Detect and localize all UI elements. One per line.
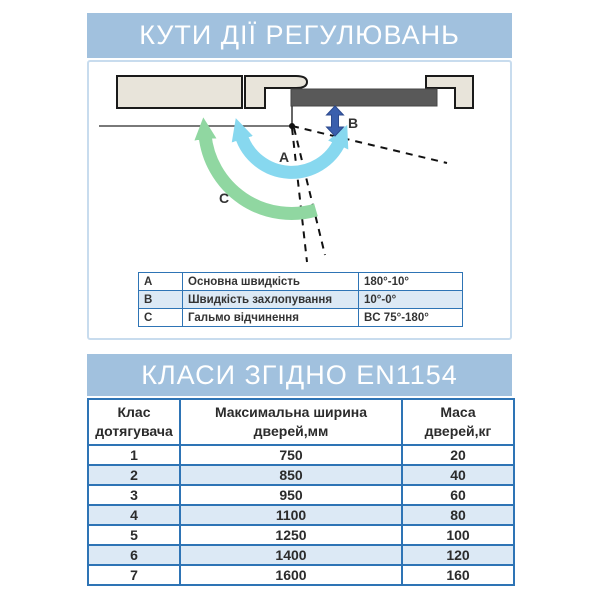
cell-max-width: 1100 — [180, 505, 402, 525]
diagram-label-a: A — [279, 149, 290, 165]
cell-class: 1 — [88, 445, 180, 465]
cell-class: 4 — [88, 505, 180, 525]
legend-row-a — [139, 273, 463, 291]
table-header-row — [88, 399, 514, 445]
table-row — [88, 565, 514, 585]
legend-key: B — [139, 291, 183, 309]
cell-max-width: 1250 — [180, 525, 402, 545]
cell-mass: 160 — [402, 565, 514, 585]
diagram-label-c: C — [219, 190, 230, 206]
cell-mass: 80 — [402, 505, 514, 525]
table-row — [88, 445, 514, 465]
main-speed-arc-a — [241, 135, 340, 172]
col-header-max-width: Максимальна ширина дверей,мм — [180, 399, 402, 445]
cell-max-width: 750 — [180, 445, 402, 465]
legend-range: BC 75°-180° — [359, 309, 463, 327]
cell-class: 5 — [88, 525, 180, 545]
legend-row-b — [139, 291, 463, 309]
cell-mass: 100 — [402, 525, 514, 545]
diagram-label-b: B — [348, 115, 359, 131]
legend-row-c — [139, 309, 463, 327]
table-row — [88, 465, 514, 485]
cell-mass: 60 — [402, 485, 514, 505]
legend-name: Гальмо відчинення — [183, 309, 359, 327]
section1-title-bar — [87, 13, 512, 58]
legend-range: 180°-10° — [359, 273, 463, 291]
legend-range: 10°-0° — [359, 291, 463, 309]
latching-speed-arrow-b — [327, 106, 344, 136]
col-header-mass: Маса дверей,кг — [402, 399, 514, 445]
cell-mass: 120 — [402, 545, 514, 565]
closed-angle-dashed-line — [292, 128, 307, 262]
legend-name: Швидкість захлопування — [183, 291, 359, 309]
cell-max-width: 1400 — [180, 545, 402, 565]
table-row — [88, 505, 514, 525]
en1154-classes-table — [87, 398, 515, 586]
cell-class: 6 — [88, 545, 180, 565]
legend-name: Основна швидкість — [183, 273, 359, 291]
latch-angle-dashed-line — [292, 126, 447, 163]
near-closed-angle-dashed-line — [294, 128, 325, 255]
col-header-class: Клас дотягувача — [88, 399, 180, 445]
cell-class: 3 — [88, 485, 180, 505]
legend-key: C — [139, 309, 183, 327]
section1-title: КУТИ ДІЇ РЕГУЛЮВАНЬ — [139, 20, 460, 50]
cell-max-width: 1600 — [180, 565, 402, 585]
cell-class: 7 — [88, 565, 180, 585]
legend-key: A — [139, 273, 183, 291]
wall-section-left — [117, 76, 242, 108]
section2-title-bar — [87, 354, 512, 396]
diagram-panel — [87, 60, 512, 340]
cell-class: 2 — [88, 465, 180, 485]
cell-max-width: 950 — [180, 485, 402, 505]
cell-mass: 40 — [402, 465, 514, 485]
table-row — [88, 545, 514, 565]
door-leaf-closed — [291, 89, 437, 106]
table-row — [88, 485, 514, 505]
table-row — [88, 525, 514, 545]
cell-mass: 20 — [402, 445, 514, 465]
section2-title: КЛАСИ ЗГІДНО EN1154 — [141, 359, 458, 390]
cell-max-width: 850 — [180, 465, 402, 485]
adjustment-legend-table — [138, 272, 463, 327]
